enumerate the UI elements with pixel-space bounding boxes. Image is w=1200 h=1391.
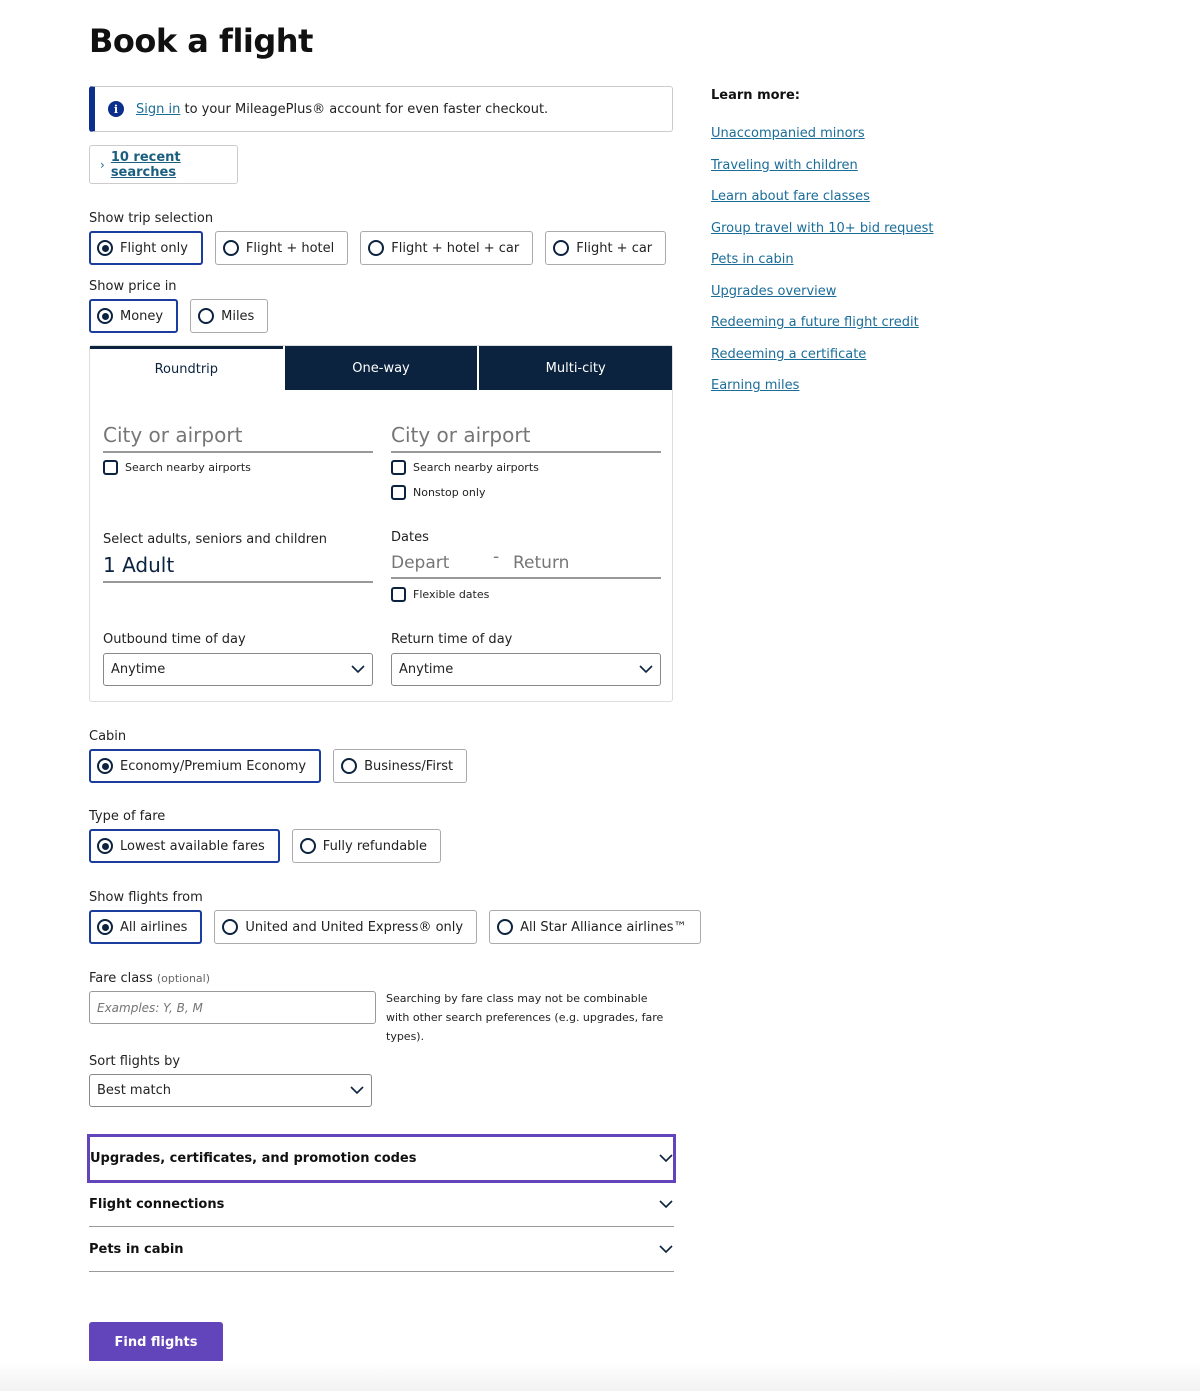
radio-fully-refundable[interactable]: Fully refundable xyxy=(292,829,441,863)
fare-type-group xyxy=(89,829,441,863)
link-fare-classes[interactable]: Learn about fare classes xyxy=(711,189,870,204)
radio-flight-hotel[interactable]: Flight + hotel xyxy=(215,231,348,265)
fare-class-help: Searching by fare class may not be combinable with other search preferences (e.g. upgrades, fare types). xyxy=(386,992,664,1043)
learn-more-title: Learn more: xyxy=(711,88,800,103)
fare-class-label: Fare class (optional) xyxy=(89,971,211,986)
flexible-dates-checkbox[interactable]: Flexible dates xyxy=(391,587,489,602)
link-pets-cabin[interactable]: Pets in cabin xyxy=(711,252,794,267)
origin-input[interactable]: City or airport xyxy=(103,423,373,453)
radio-icon xyxy=(198,308,214,324)
radio-miles[interactable]: Miles xyxy=(190,299,268,333)
dates-label: Dates xyxy=(391,530,429,545)
tab-one-way[interactable]: One-way xyxy=(283,346,478,390)
link-group-travel[interactable]: Group travel with 10+ bid request xyxy=(711,221,934,236)
flights-from-label: Show flights from xyxy=(89,890,203,905)
radio-icon xyxy=(223,240,239,256)
radio-icon xyxy=(300,838,316,854)
link-future-flight-credit[interactable]: Redeeming a future flight credit xyxy=(711,315,919,330)
recent-searches-link[interactable]: 10 recent searches xyxy=(110,149,181,180)
depart-input[interactable]: Depart xyxy=(391,553,450,573)
link-upgrades-overview[interactable]: Upgrades overview xyxy=(711,284,837,299)
accordion-upgrades[interactable]: Upgrades, certificates, and promotion codes xyxy=(87,1134,676,1183)
checkbox-icon xyxy=(391,485,406,500)
radio-star-alliance[interactable]: All Star Alliance airlines™ xyxy=(489,910,700,944)
signin-alert xyxy=(89,86,673,132)
radio-selected-icon xyxy=(97,308,113,324)
return-time-label: Return time of day xyxy=(391,632,513,647)
flights-from-group xyxy=(89,910,701,944)
radio-flight-car[interactable]: Flight + car xyxy=(545,231,666,265)
radio-business-first[interactable]: Business/First xyxy=(333,749,467,783)
info-icon: i xyxy=(108,101,124,117)
tab-roundtrip[interactable]: Roundtrip xyxy=(90,346,283,390)
chevron-down-icon xyxy=(659,1200,673,1209)
radio-icon xyxy=(553,240,569,256)
chevron-right-icon: › xyxy=(100,157,105,172)
radio-icon xyxy=(222,919,238,935)
cabin-label: Cabin xyxy=(89,729,127,744)
radio-economy[interactable]: Economy/Premium Economy xyxy=(89,749,321,783)
radio-selected-icon xyxy=(97,758,113,774)
outbound-time-label: Outbound time of day xyxy=(103,632,246,647)
sign-in-link[interactable]: Sign in xyxy=(136,101,181,117)
checkbox-icon xyxy=(391,587,406,602)
dates-input[interactable] xyxy=(391,547,661,579)
radio-selected-icon xyxy=(97,838,113,854)
date-dash: - xyxy=(493,547,500,567)
chevron-down-icon xyxy=(659,1245,673,1254)
chevron-down-icon xyxy=(350,1086,364,1095)
trip-type-tabs xyxy=(90,346,672,390)
alert-text: to your MileagePlus® account for even faster checkout. xyxy=(180,101,549,117)
trip-selection-label: Show trip selection xyxy=(89,211,214,226)
checkbox-icon xyxy=(391,460,406,475)
link-unaccompanied-minors[interactable]: Unaccompanied minors xyxy=(711,126,865,141)
radio-lowest-fares[interactable]: Lowest available fares xyxy=(89,829,280,863)
radio-icon xyxy=(368,240,384,256)
find-flights-button[interactable]: Find flights xyxy=(89,1322,223,1363)
accordion-pets[interactable]: Pets in cabin xyxy=(89,1227,674,1272)
radio-united-only[interactable]: United and United Express® only xyxy=(214,910,477,944)
outbound-time-select[interactable]: Anytime xyxy=(103,653,373,686)
nearby-dest-checkbox[interactable]: Search nearby airports xyxy=(391,460,539,475)
nearby-origin-checkbox[interactable]: Search nearby airports xyxy=(103,460,251,475)
chevron-down-icon xyxy=(639,665,653,674)
checkbox-icon xyxy=(103,460,118,475)
link-earning-miles[interactable]: Earning miles xyxy=(711,378,800,393)
destination-input[interactable]: City or airport xyxy=(391,423,661,453)
accordion-flight-connections[interactable]: Flight connections xyxy=(89,1183,674,1227)
return-input[interactable]: Return xyxy=(513,553,570,573)
sort-select[interactable]: Best match xyxy=(89,1074,372,1107)
fare-class-input[interactable] xyxy=(89,991,376,1024)
radio-icon xyxy=(497,919,513,935)
link-certificate[interactable]: Redeeming a certificate xyxy=(711,347,867,362)
radio-flight-hotel-car[interactable]: Flight + hotel + car xyxy=(360,231,533,265)
price-in-label: Show price in xyxy=(89,279,177,294)
travelers-input[interactable]: 1 Adult xyxy=(103,553,373,583)
chevron-down-icon xyxy=(659,1154,673,1163)
chevron-down-icon xyxy=(351,665,365,674)
radio-flight-only[interactable]: Flight only xyxy=(89,231,203,265)
cabin-group xyxy=(89,749,467,783)
search-panel xyxy=(89,345,673,702)
tab-multi-city[interactable]: Multi-city xyxy=(477,346,672,390)
return-time-select[interactable]: Anytime xyxy=(391,653,661,686)
fare-type-label: Type of fare xyxy=(89,809,166,824)
radio-all-airlines[interactable]: All airlines xyxy=(89,910,202,944)
radio-icon xyxy=(341,758,357,774)
link-traveling-children[interactable]: Traveling with children xyxy=(711,158,858,173)
page-title: Book a flight xyxy=(89,22,313,60)
sort-label: Sort flights by xyxy=(89,1054,181,1069)
radio-selected-icon xyxy=(97,240,113,256)
trip-selection-group xyxy=(89,231,666,265)
radio-selected-icon xyxy=(97,919,113,935)
travelers-label: Select adults, seniors and children xyxy=(103,532,328,547)
recent-searches-button[interactable] xyxy=(89,145,238,184)
radio-money[interactable]: Money xyxy=(89,299,178,333)
nonstop-checkbox[interactable]: Nonstop only xyxy=(391,485,485,500)
price-in-group xyxy=(89,299,268,333)
bottom-fade xyxy=(0,1361,1200,1391)
